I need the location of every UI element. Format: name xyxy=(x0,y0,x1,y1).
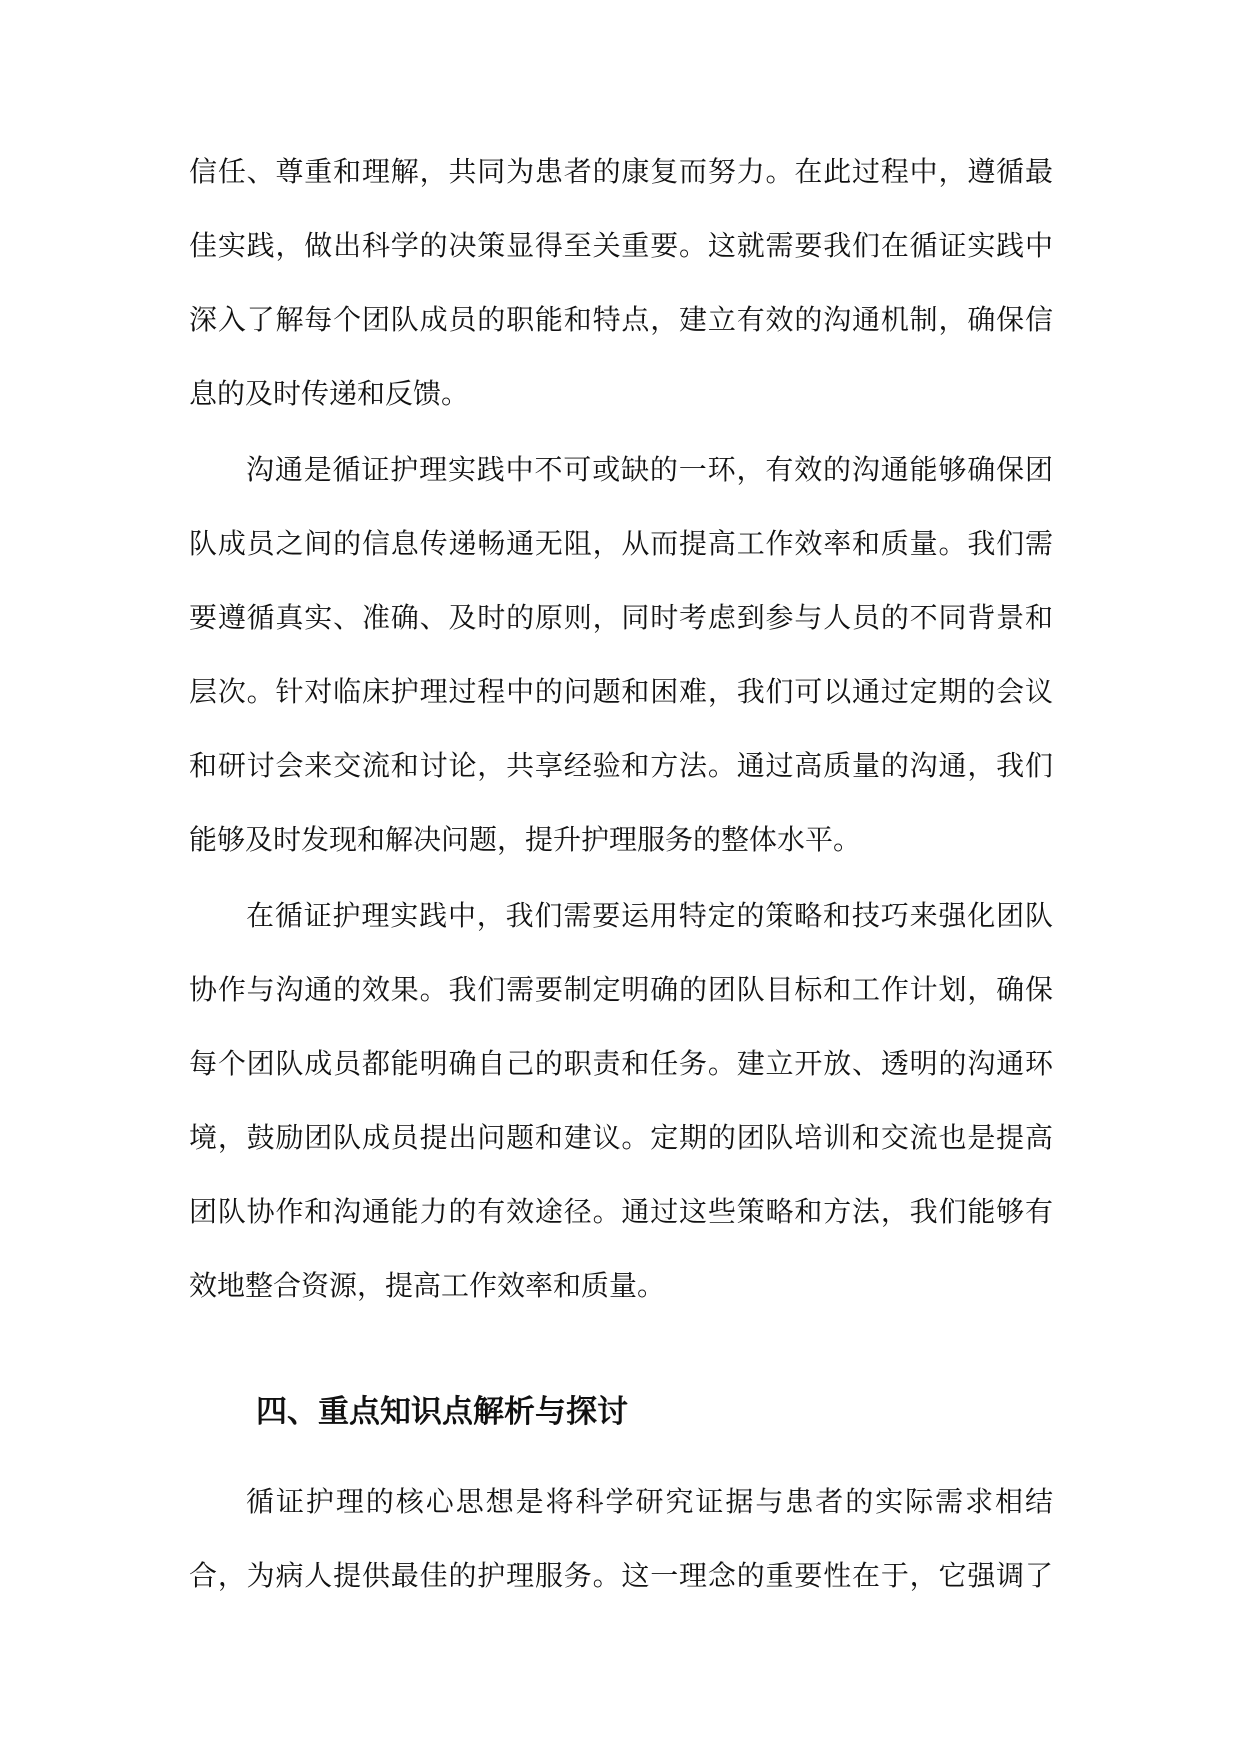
paragraph-1-line-3: 深入了解每个团队成员的职能和特点，建立有效的沟通机制，确保信 xyxy=(189,303,1053,336)
paragraph-2-line-2: 队成员之间的信息传递畅通无阻，从而提高工作效率和质量。我们需 xyxy=(189,527,1053,560)
paragraph-3-line-2: 协作与沟通的效果。我们需要制定明确的团队目标和工作计划，确保 xyxy=(189,973,1053,1006)
paragraph-1-line-2: 佳实践，做出科学的决策显得至关重要。这就需要我们在循证实践中 xyxy=(189,229,1053,262)
section-paragraph-line-2: 合，为病人提供最佳的护理服务。这一理念的重要性在于，它强调了 xyxy=(189,1559,1053,1592)
section-paragraph-line-1: 循证护理的核心思想是将科学研究证据与患者的实际需求相结 xyxy=(246,1485,1053,1518)
paragraph-3-line-3: 每个团队成员都能明确自己的职责和任务。建立开放、透明的沟通环 xyxy=(189,1047,1053,1080)
paragraph-3-line-4: 境，鼓励团队成员提出问题和建议。定期的团队培训和交流也是提高 xyxy=(189,1121,1053,1154)
paragraph-3-line-5: 团队协作和沟通能力的有效途径。通过这些策略和方法，我们能够有 xyxy=(189,1195,1053,1228)
paragraph-2-line-4: 层次。针对临床护理过程中的问题和困难，我们可以通过定期的会议 xyxy=(189,675,1053,708)
paragraph-2-line-5: 和研讨会来交流和讨论，共享经验和方法。通过高质量的沟通，我们 xyxy=(189,749,1053,782)
section-heading: 四、重点知识点解析与探讨 xyxy=(256,1394,628,1430)
paragraph-3-line-1: 在循证护理实践中，我们需要运用特定的策略和技巧来强化团队 xyxy=(246,899,1053,932)
paragraph-2-line-6: 能够及时发现和解决问题，提升护理服务的整体水平。 xyxy=(189,823,862,856)
paragraph-1-line-1: 信任、尊重和理解，共同为患者的康复而努力。在此过程中，遵循最 xyxy=(189,155,1053,188)
paragraph-1-line-4: 息的及时传递和反馈。 xyxy=(189,377,470,410)
paragraph-2-line-1: 沟通是循证护理实践中不可或缺的一环，有效的沟通能够确保团 xyxy=(246,453,1053,486)
paragraph-2-line-3: 要遵循真实、准确、及时的原则，同时考虑到参与人员的不同背景和 xyxy=(189,601,1053,634)
paragraph-3-line-6: 效地整合资源，提高工作效率和质量。 xyxy=(189,1269,666,1302)
